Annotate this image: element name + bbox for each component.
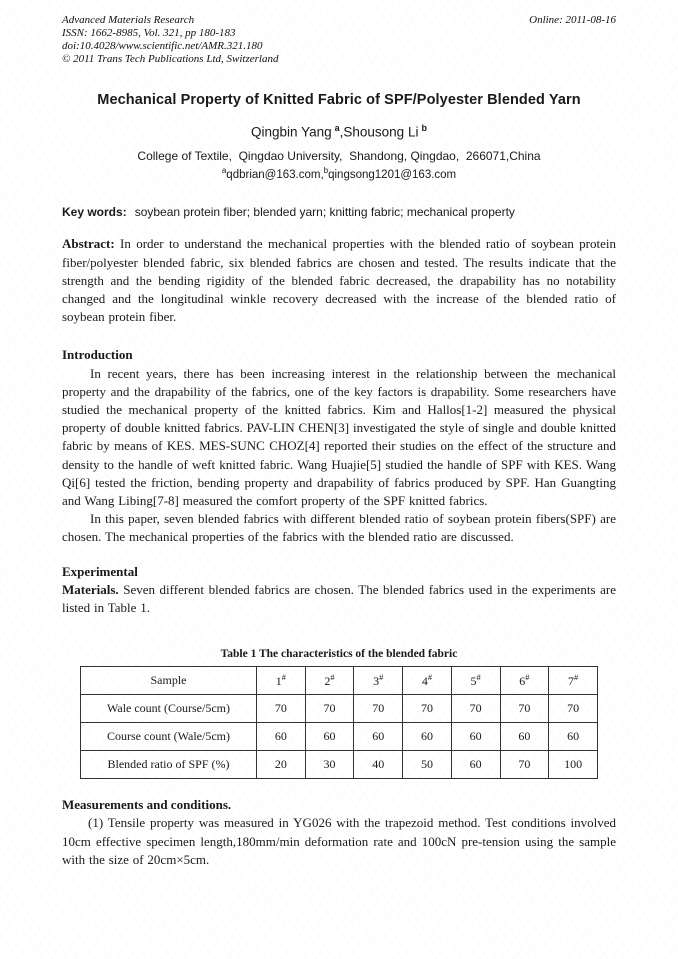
sample-number: 4 xyxy=(421,674,428,689)
sample-number: 7 xyxy=(567,674,574,689)
table1-caption: Table 1 The characteristics of the blended fabric xyxy=(220,648,458,661)
table-cell-value: 70 xyxy=(354,695,403,723)
table-cell-value: 70 xyxy=(549,695,598,723)
author-2-superscript: b xyxy=(421,123,427,133)
abstract-text: In order to understand the mechanical properties with the blended ratio of soybean protein fiber/polyester blended fabric, six blended fabrics are chosen and tested. The results indicate that the strength and the bending rigidity of the blended fabric decreased, the drapability has no notability changed and the longitudinal winkle recovery decreased with the increase of the blended ratio of soybean protein fiber. xyxy=(62,236,616,325)
affiliation-line: College of Textile, Qingdao University, Shandong, Qingdao, 266071,China xyxy=(137,148,541,163)
table-cell-value: 60 xyxy=(451,751,500,779)
email-1: qdbrian@163.com, xyxy=(226,168,324,181)
sample-number: 2 xyxy=(324,674,331,689)
table-row-label: Course count (Wale/5cm) xyxy=(81,723,257,751)
table-cell-value: 50 xyxy=(403,751,452,779)
table-header-sample-number xyxy=(354,667,403,695)
publication-info xyxy=(62,14,278,66)
table-cell-value: 20 xyxy=(257,751,306,779)
table-header-sample-number xyxy=(500,667,549,695)
measurements-heading: Measurements and conditions. xyxy=(62,797,232,813)
experimental-heading: Experimental xyxy=(62,563,138,579)
sample-number: 1 xyxy=(275,674,282,689)
introduction-heading: Introduction xyxy=(62,347,133,363)
email-1-superscript: a xyxy=(221,165,227,175)
sample-number-suffix: # xyxy=(281,672,286,683)
journal-name: Advanced Materials Research xyxy=(62,14,195,26)
doi-line: doi:10.4028/www.scientific.net/AMR.321.180 xyxy=(62,40,263,52)
issn-line: ISSN: 1662-8985, Vol. 321, pp 180-183 xyxy=(62,27,236,39)
sample-number: 3 xyxy=(373,674,380,689)
table1 xyxy=(80,666,598,779)
table-header-sample-number xyxy=(451,667,500,695)
table-row-label: Wale count (Course/5cm) xyxy=(81,695,257,723)
online-date: Online: 2011-08-16 xyxy=(529,14,616,26)
table-cell-value: 100 xyxy=(549,751,598,779)
table-row xyxy=(81,751,598,779)
sample-number-suffix: # xyxy=(476,672,481,683)
table-cell-value: 60 xyxy=(257,723,306,751)
author-1-superscript: a xyxy=(334,123,340,133)
author-separator: , xyxy=(339,124,344,140)
table-cell-value: 70 xyxy=(500,695,549,723)
author-2: Shousong Li xyxy=(343,124,419,140)
table-cell-value: 30 xyxy=(305,751,354,779)
sample-number: 5 xyxy=(470,674,477,689)
sample-number-suffix: # xyxy=(379,672,384,683)
paper-title: Mechanical Property of Knitted Fabric of SPF/Polyester Blended Yarn xyxy=(97,92,581,108)
table-cell-value: 70 xyxy=(305,695,354,723)
sample-number-suffix: # xyxy=(573,672,579,683)
introduction-paragraph-2: In this paper, seven blended fabrics with different blended ratio of soybean protein fibers(SPF) are chosen. The mechanical properties of the fabrics with the blended ratio are discussed. xyxy=(62,511,616,545)
table-header-sample-number xyxy=(549,667,598,695)
table-cell-value: 60 xyxy=(354,723,403,751)
table-cell-value: 70 xyxy=(500,751,549,779)
table-cell-value: 60 xyxy=(305,723,354,751)
table-row xyxy=(81,723,598,751)
sample-number-suffix: # xyxy=(330,672,335,683)
materials-paragraph xyxy=(62,581,616,617)
table-cell-value: 40 xyxy=(354,751,403,779)
keywords-line xyxy=(62,205,616,219)
emails-line xyxy=(62,166,616,181)
abstract-paragraph xyxy=(62,235,616,326)
email-2-superscript: b xyxy=(323,165,329,175)
author-1: Qingbin Yang xyxy=(251,124,332,140)
copyright-line: © 2011 Trans Tech Publications Ltd, Switzerland xyxy=(62,53,279,65)
table-row xyxy=(81,695,598,723)
materials-text: Seven different blended fabrics are chosen. The blended fabrics used in the experiments are listed in Table 1. xyxy=(62,581,616,615)
table-header-sample-label: Sample xyxy=(81,667,257,695)
sample-number-suffix: # xyxy=(427,672,433,683)
table-cell-value: 70 xyxy=(451,695,500,723)
table-header-sample-number xyxy=(403,667,452,695)
email-2: qingsong1201@163.com xyxy=(328,168,457,181)
authors-line xyxy=(62,123,616,140)
table-cell-value: 60 xyxy=(549,723,598,751)
table-cell-value: 70 xyxy=(257,695,306,723)
materials-label: Materials. xyxy=(62,581,119,597)
table-cell-value: 60 xyxy=(500,723,549,751)
table-cell-value: 60 xyxy=(403,723,452,751)
measurements-paragraph xyxy=(62,814,616,869)
journal-header xyxy=(62,14,616,66)
abstract-label: Abstract: xyxy=(62,236,115,252)
table-header-sample-number xyxy=(257,667,306,695)
keywords-label: Key words: xyxy=(62,205,127,220)
table-cell-value: 70 xyxy=(403,695,452,723)
table-row-label: Blended ratio of SPF (%) xyxy=(81,751,257,779)
table-header-row xyxy=(81,667,598,695)
measurements-text: (1) Tensile property was measured in YG026 with the trapezoid method. Test conditions involved 10cm effective specimen length,180mm/min deformation rate and 100cN pre-tension using the sample with the size of 20cm×5cm. xyxy=(62,815,616,867)
table-cell-value: 60 xyxy=(451,723,500,751)
introduction-paragraph-1: In recent years, there has been increasing interest in the relationship between the mechanical property and the drapability of the fabrics, one of the key factors is drapability. Some researchers have studied the mechanical property of the knitted fabrics. Kim and Hallos[1-2] measured the physical property of double knitted fabrics. PAV-LIN CHEN[3] investigated the style of single and double knitted fabric by means of KES. MES-SUNC CHOZ[4] reported their studies on the effect of the structure and density to the handle of weft knitted fabric. Wang Huajie[5] studied the handle of SPF with KES. Wang Qi[6] tested the friction, bending property and drapability of fabrics produced by SPF. Han Guangting and Wang Libing[7-8] measured the comfort property of the SPF knitted fabrics. xyxy=(62,365,616,508)
table-header-sample-number xyxy=(305,667,354,695)
sample-number: 6 xyxy=(519,674,526,689)
keywords-text: soybean protein fiber; blended yarn; knitting fabric; mechanical property xyxy=(134,205,515,220)
sample-number-suffix: # xyxy=(525,672,530,683)
